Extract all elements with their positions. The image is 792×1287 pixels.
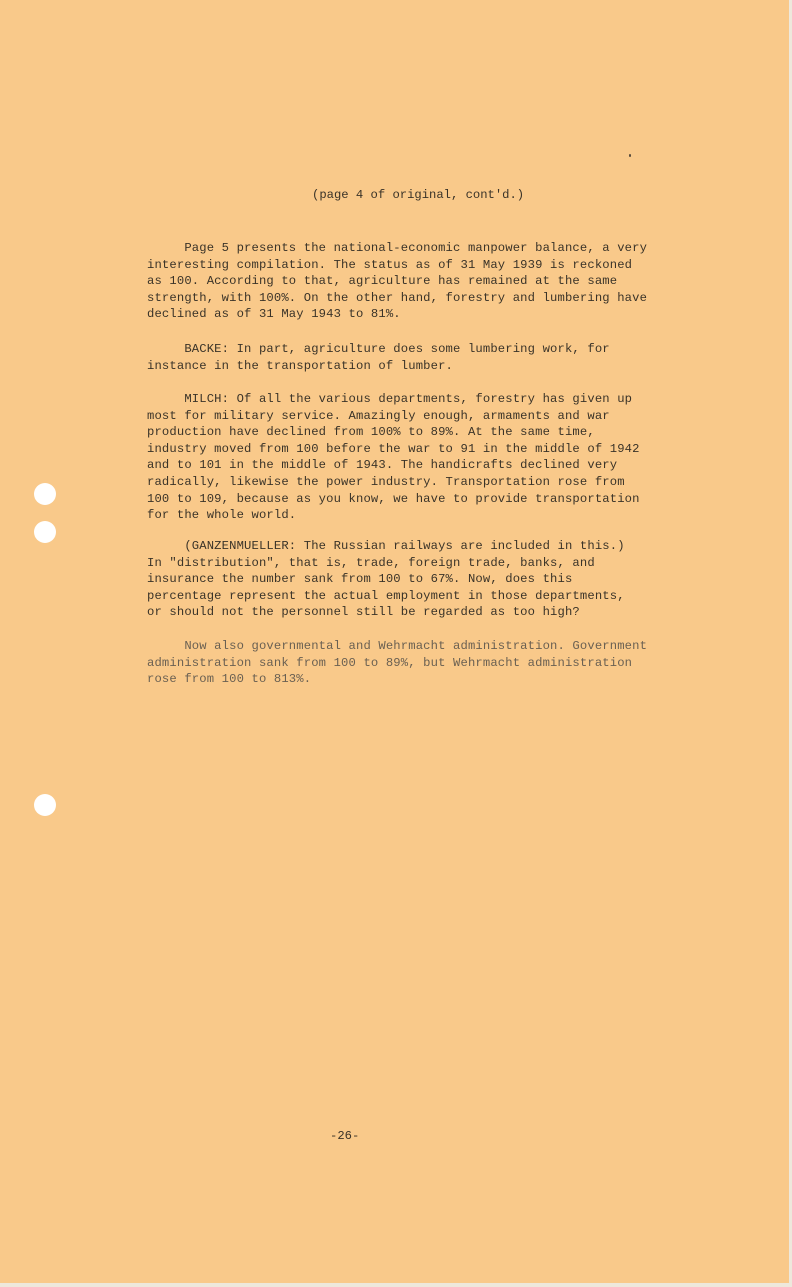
paragraph-milch: MILCH: Of all the various departments, forestry has given up most for military service. Amazingly enough, armaments and war production have declined from 100% to 89%. At the same time, industry moved from 100 before the war to 91 in the middle of 1942 and to 101 in the middle of 1943. The handicrafts declined very radically, likewise the power industry. Transportation rose from 100 to 109, because as you know, we have to provide transportation for the whole world. [147,392,640,523]
speck-mark [629,154,631,157]
paragraph-ganzenmueller: (GANZENMUELLER: The Russian railways are included in this.) In "distribution", that is, trade, foreign trade, banks, and insurance the number sank from 100 to 67%. Now, does this percentage represent the actual employment in those departments, or should not the personnel still be regarded as too high? [147,539,625,620]
paragraph-backe: BACKE: In part, agriculture does some lumbering work, for instance in the transportation of lumber. [147,342,610,373]
paragraph-manpower-balance: Page 5 presents the national-economic manpower balance, a very interesting compilation. The status as of 31 May 1939 is reckoned as 100. According to that, agriculture has remained at the same strength, with 100%. On the other hand, forestry and lumbering have declined as of 31 May 1943 to 81%. [147,241,648,322]
punch-hole-2 [34,521,56,543]
punch-hole-1 [34,483,56,505]
continuation-header: (page 4 of original, cont'd.) [312,188,525,202]
punch-hole-3 [34,794,56,816]
paragraph-administration: Now also governmental and Wehrmacht administration. Government administration sank from 100 to 89%, but Wehrmacht administration rose from 100 to 813%. [147,639,648,687]
page-number: -26- [330,1129,360,1143]
